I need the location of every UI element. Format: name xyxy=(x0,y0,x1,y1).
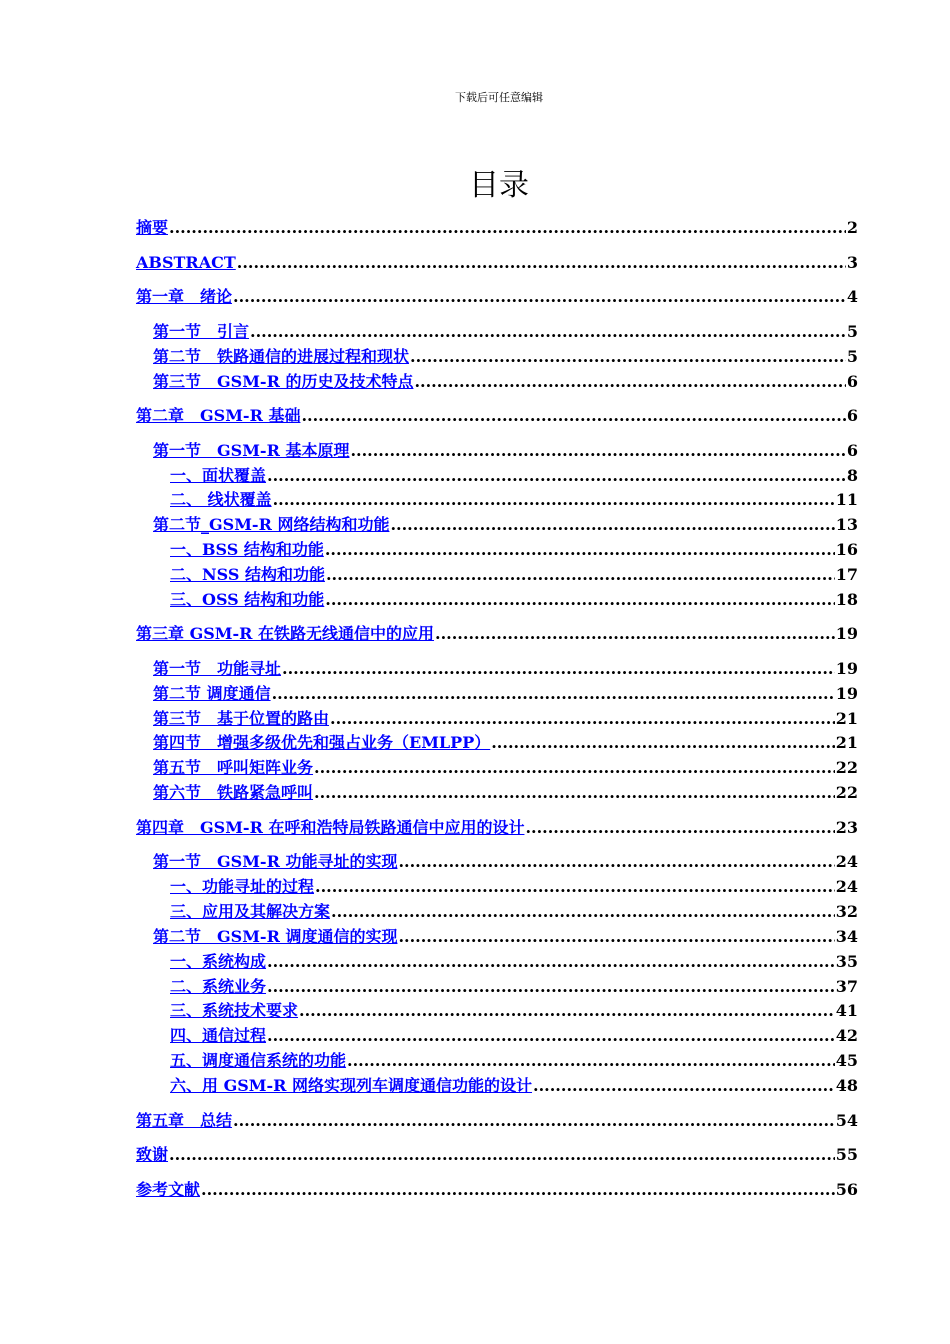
toc-leader-dots xyxy=(267,1026,835,1046)
toc-leader-dots xyxy=(330,709,835,729)
toc-entry[interactable] xyxy=(136,218,858,238)
toc-entry-page: 54 xyxy=(835,1111,858,1130)
toc-leader-dots xyxy=(525,818,834,838)
toc-entry[interactable] xyxy=(153,709,858,729)
toc-entry-label[interactable]: 三、OSS 结构和功能 xyxy=(170,590,325,609)
toc-entry[interactable] xyxy=(170,877,858,897)
toc-entry-page: 13 xyxy=(835,515,858,534)
toc-entry-label[interactable]: 第三章 GSM-R 在铁路无线通信中的应用 xyxy=(136,624,435,643)
toc-entry-label[interactable]: 参考文献 xyxy=(136,1180,201,1199)
toc-leader-dots xyxy=(314,758,835,778)
toc-entry[interactable] xyxy=(153,322,858,342)
toc-entry-label[interactable]: 一、功能寻址的过程 xyxy=(170,877,315,896)
toc-entry-label[interactable]: 三、应用及其解决方案 xyxy=(170,902,331,921)
toc-leader-dots xyxy=(533,1076,835,1096)
toc-leader-dots xyxy=(301,406,845,426)
toc-leader-dots xyxy=(410,347,846,367)
toc-entry-page: 3 xyxy=(846,253,858,272)
toc-leader-dots xyxy=(325,540,835,560)
toc-leader-dots xyxy=(390,515,834,535)
toc-entry-label[interactable]: 一、系统构成 xyxy=(170,952,267,971)
toc-leader-dots xyxy=(169,218,846,238)
toc-leader-dots xyxy=(350,441,845,461)
toc-leader-dots xyxy=(314,783,835,803)
toc-leader-dots xyxy=(299,1001,835,1021)
toc-entry-page: 2 xyxy=(846,218,858,237)
toc-entry-page: 22 xyxy=(835,783,858,802)
toc-leader-dots xyxy=(331,902,835,922)
toc-entry[interactable] xyxy=(170,590,858,610)
toc-leader-dots xyxy=(273,490,835,510)
toc-entry-page: 6 xyxy=(846,441,858,460)
toc-entry[interactable] xyxy=(170,466,858,486)
toc-leader-dots xyxy=(347,1051,835,1071)
toc-entry-label[interactable]: 第三节 基于位置的路由 xyxy=(153,709,330,728)
toc-entry[interactable] xyxy=(153,372,858,392)
toc-entry-label[interactable]: 一、BSS 结构和功能 xyxy=(170,540,324,559)
toc-entry-label[interactable]: 第六节 铁路紧急呼叫 xyxy=(153,783,314,802)
toc-entry-page: 42 xyxy=(835,1026,858,1045)
toc-entry-label[interactable]: 第一节 功能寻址 xyxy=(153,659,282,678)
toc-entry-label[interactable]: 第四章 GSM-R 在呼和浩特局铁路通信中应用的设计 xyxy=(136,818,525,837)
toc-entry-page: 24 xyxy=(835,877,858,896)
toc-entry-page: 56 xyxy=(835,1180,858,1199)
toc-entry[interactable] xyxy=(136,406,858,426)
toc-entry-page: 45 xyxy=(835,1051,858,1070)
toc-entry-label[interactable]: 第一节 GSM-R 功能寻址的实现 xyxy=(153,852,398,871)
toc-entry-page: 35 xyxy=(835,952,858,971)
toc-leader-dots xyxy=(435,624,835,644)
toc-entry[interactable] xyxy=(170,1026,858,1046)
toc-entry-label[interactable]: 致谢 xyxy=(136,1145,169,1164)
toc-entry-label[interactable]: 第三节 GSM-R 的历史及技术特点 xyxy=(153,372,414,391)
toc-entry-page: 41 xyxy=(835,1001,858,1020)
toc-entry-page: 5 xyxy=(846,322,858,341)
toc-entry-label[interactable]: 六、用 GSM-R 网络实现列车调度通信功能的设计 xyxy=(170,1076,533,1095)
toc-entry-page: 37 xyxy=(835,977,858,996)
toc-entry-page: 48 xyxy=(835,1076,858,1095)
toc-leader-dots xyxy=(272,684,835,704)
toc-entry-label[interactable]: 第二节 调度通信 xyxy=(153,684,271,703)
toc-entry-label[interactable]: 一、面状覆盖 xyxy=(170,466,267,485)
toc-entry[interactable] xyxy=(170,1001,858,1021)
toc-entry-page: 55 xyxy=(835,1145,858,1164)
toc-entry[interactable] xyxy=(170,490,858,510)
toc-entry-label[interactable]: 第二节 铁路通信的进展过程和现状 xyxy=(153,347,410,366)
toc-entry-label[interactable]: ABSTRACT xyxy=(136,253,236,272)
toc-entry-page: 23 xyxy=(835,818,858,837)
toc-entry[interactable] xyxy=(153,733,858,753)
toc-entry-page: 19 xyxy=(835,624,858,643)
toc-entry[interactable] xyxy=(153,441,858,461)
toc-entry-page: 8 xyxy=(846,466,858,485)
toc-leader-dots xyxy=(267,952,835,972)
toc-entry-label[interactable]: 二、 线状覆盖 xyxy=(170,490,272,509)
toc-entry-label[interactable]: 第一章 绪论 xyxy=(136,287,233,306)
toc-entry[interactable] xyxy=(136,253,858,273)
toc-entry-label[interactable]: 摘要 xyxy=(136,218,169,237)
toc-entry-label[interactable]: 二、NSS 结构和功能 xyxy=(170,565,325,584)
toc-leader-dots xyxy=(282,659,835,679)
toc-leader-dots xyxy=(201,1180,835,1200)
toc-entry-page: 21 xyxy=(835,733,858,752)
toc-leader-dots xyxy=(398,852,834,872)
header-note: 下载后可任意编辑 xyxy=(455,91,543,104)
toc-entry[interactable] xyxy=(170,952,858,972)
toc-entry-label[interactable]: 第一节 GSM-R 基本原理 xyxy=(153,441,350,460)
toc-entry-label[interactable]: 第二章 GSM-R 基础 xyxy=(136,406,301,425)
toc-leader-dots xyxy=(250,322,846,342)
toc-entry[interactable] xyxy=(136,287,858,307)
toc-entry-page: 22 xyxy=(835,758,858,777)
toc-entry-label[interactable]: 第四节 增强多级优先和强占业务（EMLPP） xyxy=(153,733,491,752)
toc-entry[interactable] xyxy=(153,684,858,704)
toc-entry[interactable] xyxy=(153,852,858,872)
toc-entry[interactable] xyxy=(153,515,858,535)
toc-leader-dots xyxy=(237,253,846,273)
toc-leader-dots xyxy=(267,466,846,486)
toc-leader-dots xyxy=(491,733,835,753)
toc-entry-label[interactable]: 五、调度通信系统的功能 xyxy=(170,1051,347,1070)
toc-entry[interactable] xyxy=(136,1145,858,1165)
toc-entry-page: 5 xyxy=(846,347,858,366)
toc-entry-label[interactable]: 第五章 总结 xyxy=(136,1111,233,1130)
toc-entry-page: 17 xyxy=(835,565,858,584)
toc-entry-page: 21 xyxy=(835,709,858,728)
toc-entry-page: 16 xyxy=(835,540,858,559)
toc-entry[interactable] xyxy=(170,565,858,585)
toc-entry-label[interactable]: 第二节 GSM-R 调度通信的实现 xyxy=(153,927,398,946)
toc-entry[interactable] xyxy=(170,540,858,560)
toc-leader-dots xyxy=(169,1145,835,1165)
toc-entry[interactable] xyxy=(153,927,858,947)
toc-entry-page: 18 xyxy=(835,590,858,609)
toc-leader-dots xyxy=(326,565,835,585)
toc-entry-label[interactable]: 第五节 呼叫矩阵业务 xyxy=(153,758,314,777)
toc-entry[interactable] xyxy=(136,1180,858,1200)
toc-entry[interactable] xyxy=(153,347,858,367)
toc-entry-label[interactable]: 二、系统业务 xyxy=(170,977,267,996)
toc-entry[interactable] xyxy=(170,1051,858,1071)
toc-entry-label[interactable]: 第一节 引言 xyxy=(153,322,250,341)
toc-leader-dots xyxy=(325,590,834,610)
toc-entry-page: 24 xyxy=(835,852,858,871)
toc-entry-page: 19 xyxy=(835,659,858,678)
toc-leader-dots xyxy=(267,977,835,997)
toc-entry-page: 6 xyxy=(846,406,858,425)
toc-entry-page: 6 xyxy=(846,372,858,391)
toc-entry-page: 19 xyxy=(835,684,858,703)
toc-entry[interactable] xyxy=(153,758,858,778)
toc-entry[interactable] xyxy=(170,902,858,922)
toc-entry[interactable] xyxy=(153,659,858,679)
toc-leader-dots xyxy=(414,372,845,392)
toc-entry[interactable] xyxy=(170,977,858,997)
toc-entry-page: 4 xyxy=(846,287,858,306)
toc-entry[interactable] xyxy=(136,624,858,644)
toc-entry[interactable] xyxy=(170,1076,858,1096)
toc-leader-dots xyxy=(398,927,834,947)
toc-entry[interactable] xyxy=(136,1111,858,1131)
toc-title: 目录 xyxy=(469,168,529,203)
toc-entry[interactable] xyxy=(153,783,858,803)
toc-entry-page: 11 xyxy=(835,490,858,509)
toc-entry-label[interactable]: 三、系统技术要求 xyxy=(170,1001,299,1020)
toc-entry-page: 34 xyxy=(835,927,858,946)
toc-leader-dots xyxy=(315,877,835,897)
toc-entry-label[interactable]: 四、通信过程 xyxy=(170,1026,267,1045)
toc-entry-page: 32 xyxy=(835,902,858,921)
toc-leader-dots xyxy=(233,1111,835,1131)
toc-entry-label[interactable]: 第二节_GSM-R 网络结构和功能 xyxy=(153,515,390,534)
toc-entry[interactable] xyxy=(136,818,858,838)
toc-leader-dots xyxy=(233,287,846,307)
